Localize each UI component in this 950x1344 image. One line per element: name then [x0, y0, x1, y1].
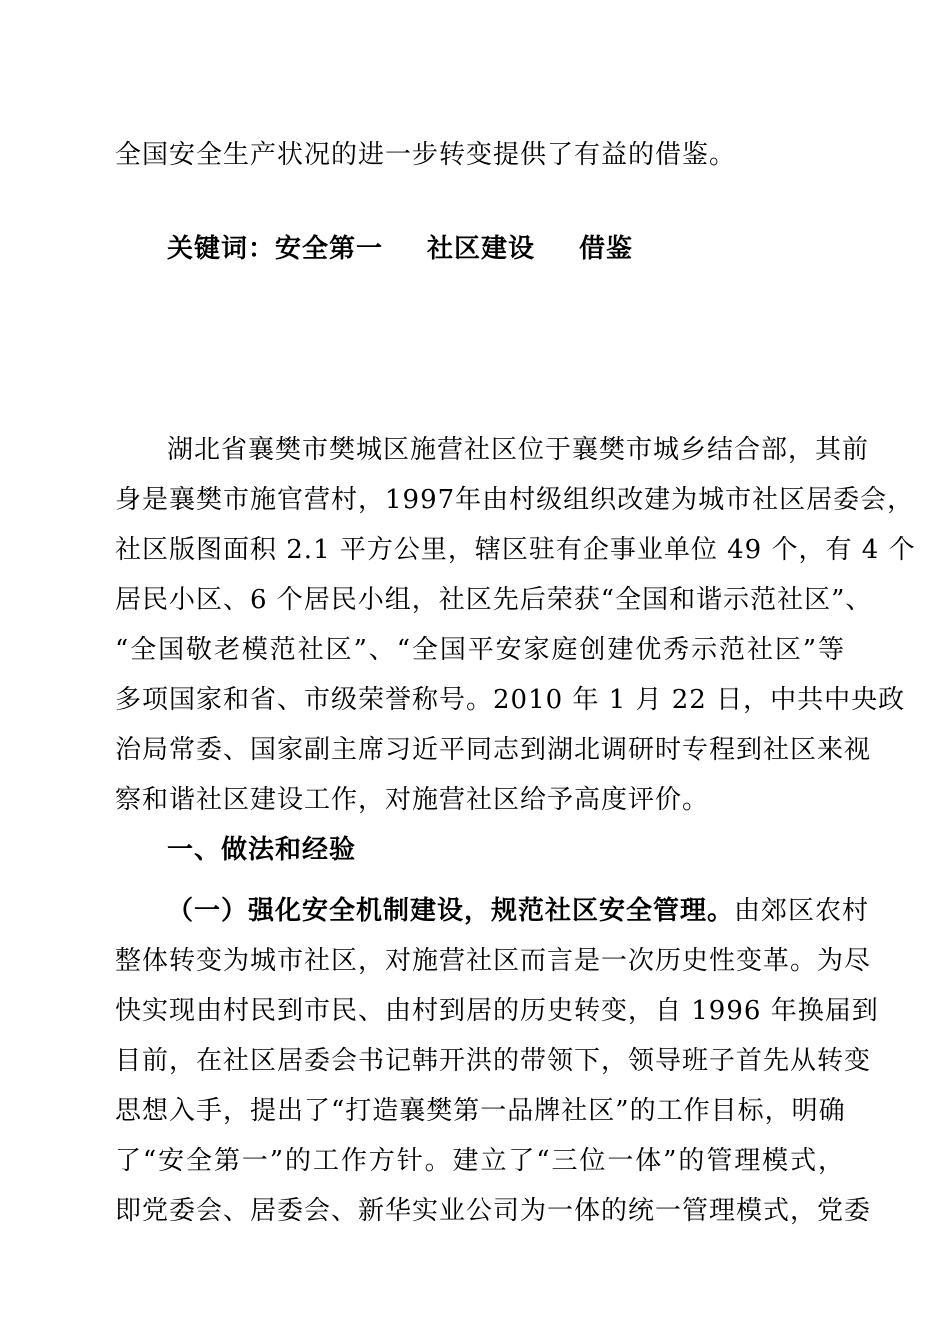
paragraph-line: 身是襄樊市施官营村，1997年由村级组织改建为城市社区居委会，	[115, 485, 915, 515]
paragraph-line: 了“安全第一”的工作方针。建立了“三位一体”的管理模式，	[115, 1146, 845, 1176]
keyword-item: 社区建设	[427, 234, 536, 264]
paragraph-line: 社区版图面积 2.1 平方公里，辖区驻有企事业单位 49 个，有 4 个	[115, 535, 916, 565]
subsection-lead-tail: 由郊区农村	[734, 896, 870, 926]
paragraph-line: 目前，在社区居委会书记韩开洪的带领下，领导班子首先从转变	[115, 1046, 872, 1076]
keyword-item: 借鉴	[579, 234, 634, 264]
paragraph-line: 治局常委、国家副主席习近平同志到湖北调研时专程到社区来视	[115, 735, 872, 765]
paragraph-line: 思想入手，提出了“打造襄樊第一品牌社区”的工作目标，明确	[115, 1096, 846, 1126]
section-heading: 一、做法和经验	[167, 835, 357, 865]
subsection-lead-line	[167, 894, 870, 928]
paragraph-line: 整体转变为城市社区，对施营社区而言是一次历史性变革。为尽	[115, 946, 872, 976]
keyword-item: 安全第一	[275, 234, 384, 264]
intro-tail-line: 全国安全生产状况的进一步转变提供了有益的借鉴。	[115, 140, 737, 170]
paragraph-line: 快实现由村民到市民、由村到居的历史转变，自 1996 年换届到	[115, 996, 879, 1026]
paragraph-line: “全国敬老模范社区”、“全国平安家庭创建优秀示范社区”等	[115, 635, 845, 665]
paragraph-line: 居民小区、6 个居民小组，社区先后荣获“全国和谐示范社区”、	[115, 585, 873, 615]
paragraph-line: 湖北省襄樊市樊城区施营社区位于襄樊市城乡结合部，其前	[167, 435, 870, 465]
keywords-line	[167, 232, 633, 266]
subsection-heading: （一）强化安全机制建设，规范社区安全管理。	[167, 896, 735, 926]
paragraph-line: 多项国家和省、市级荣誉称号。2010 年 1 月 22 日，中共中央政	[115, 685, 906, 715]
paragraph-line: 察和谐社区建设工作，对施营社区给予高度评价。	[115, 785, 710, 815]
paragraph-line: 即党委会、居委会、新华实业公司为一体的统一管理模式，党委	[115, 1196, 872, 1226]
keywords-label: 关键词：	[167, 234, 276, 264]
